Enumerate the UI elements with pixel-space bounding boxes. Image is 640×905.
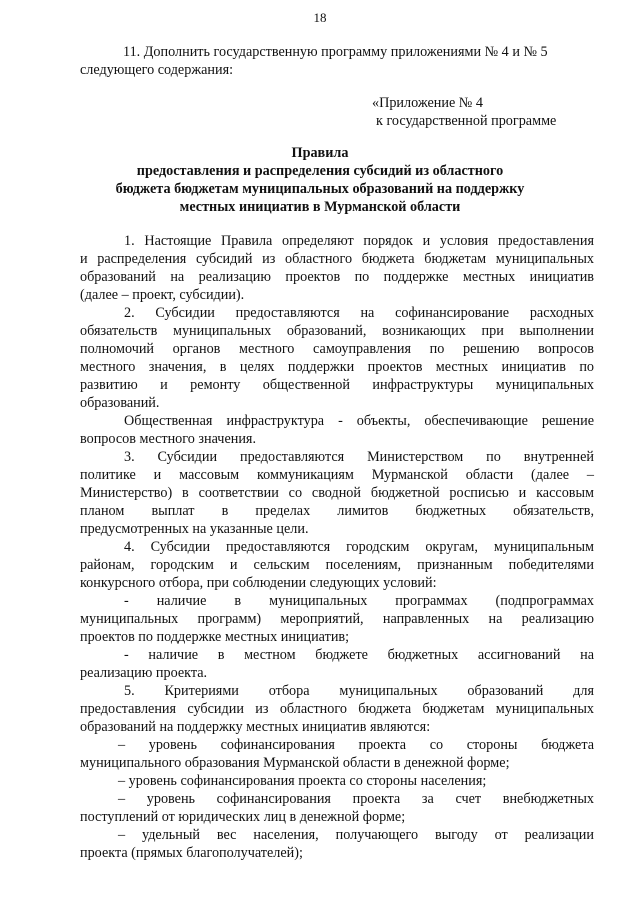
body-line: – уровень софинансирования проекта со стороны бюджета — [118, 737, 594, 753]
document-title-line-3: бюджета бюджетам муниципальных образований на поддержку — [115, 181, 525, 197]
body-line: 3. Субсидии предоставляются Министерством по внутренней — [124, 449, 594, 465]
body-line: 5. Критериями отбора муниципальных образований для — [124, 683, 594, 699]
amendment-line-1: 11. Дополнить государственную программу приложениями № 4 и № 5 — [123, 44, 548, 60]
body-line: поступлений от юридических лиц в денежной форме; — [80, 809, 406, 825]
body-line: конкурсного отбора, при соблюдении следующих условий: — [80, 575, 437, 591]
body-line: – уровень софинансирования проекта за счет внебюджетных — [118, 791, 594, 807]
body-line: местного значения, в целях поддержки проектов местных инициатив по — [80, 359, 594, 375]
body-line: образований на поддержку местных инициатив являются: — [80, 719, 431, 735]
appendix-subtitle: к государственной программе — [376, 113, 557, 129]
amendment-line-2: следующего содержания: — [80, 62, 234, 78]
body-line: политике и массовым коммуникациям Мурманской области (далее – — [80, 467, 594, 483]
body-line: развитию и ремонту общественной инфраструктуры муниципальных — [80, 377, 594, 393]
body-line: районам, городским и сельским поселениям, признанным победителями — [80, 557, 594, 573]
body-line: – удельный вес населения, получающего выгоду от реализации — [118, 827, 594, 843]
body-line: предусмотренных на указанные цели. — [80, 521, 309, 537]
body-line: предоставления субсидии из областного бюджета бюджетам муниципальных — [80, 701, 594, 717]
body-line: 1. Настоящие Правила определяют порядок и условия предоставления — [124, 233, 594, 249]
body-line: 4. Субсидии предоставляются городским округам, муниципальным — [124, 539, 594, 555]
body-line: Министерство) в соответствии со сводной бюджетной росписью и кассовым — [80, 485, 594, 501]
body-line: Общественная инфраструктура - объекты, обеспечивающие решение — [124, 413, 594, 429]
body-line: реализацию проекта. — [80, 665, 208, 681]
document-title: Правила — [291, 145, 349, 161]
appendix-label: «Приложение № 4 — [372, 95, 483, 111]
body-line: полномочий органов местного самоуправления по решению вопросов — [80, 341, 594, 357]
body-line: планом выплат в пределах лимитов бюджетных обязательств, — [80, 503, 594, 519]
body-line: образований на реализацию проектов по поддержке местных инициатив — [80, 269, 594, 285]
body-line: 2. Субсидии предоставляются на софинансирование расходных — [124, 305, 594, 321]
body-line: – уровень софинансирования проекта со стороны населения; — [118, 773, 487, 789]
document-title-line-4: местных инициатив в Мурманской области — [179, 199, 461, 215]
body-line: (далее – проект, субсидии). — [80, 287, 245, 303]
body-line: - наличие в местном бюджете бюджетных ассигнований на — [124, 647, 594, 663]
body-line: - наличие в муниципальных программах (подпрограммах — [124, 593, 594, 609]
body-line: муниципального образования Мурманской области в денежной форме; — [80, 755, 510, 771]
body-line: вопросов местного значения. — [80, 431, 256, 447]
body-line: проекта (прямых благополучателей); — [80, 845, 303, 861]
body-line: проектов по поддержке местных инициатив; — [80, 629, 350, 645]
body-line: муниципальных программ) мероприятий, направленных на реализацию — [80, 611, 594, 627]
page-number: 18 — [313, 10, 327, 25]
body-line: образований. — [80, 395, 160, 411]
document-title-line-2: предоставления и распределения субсидий из областного — [136, 163, 504, 179]
body-line: обязательств муниципальных образований, возникающих при выполнении — [80, 323, 594, 339]
body-line: и распределения субсидий из областного бюджета бюджетам муниципальных — [80, 251, 594, 267]
